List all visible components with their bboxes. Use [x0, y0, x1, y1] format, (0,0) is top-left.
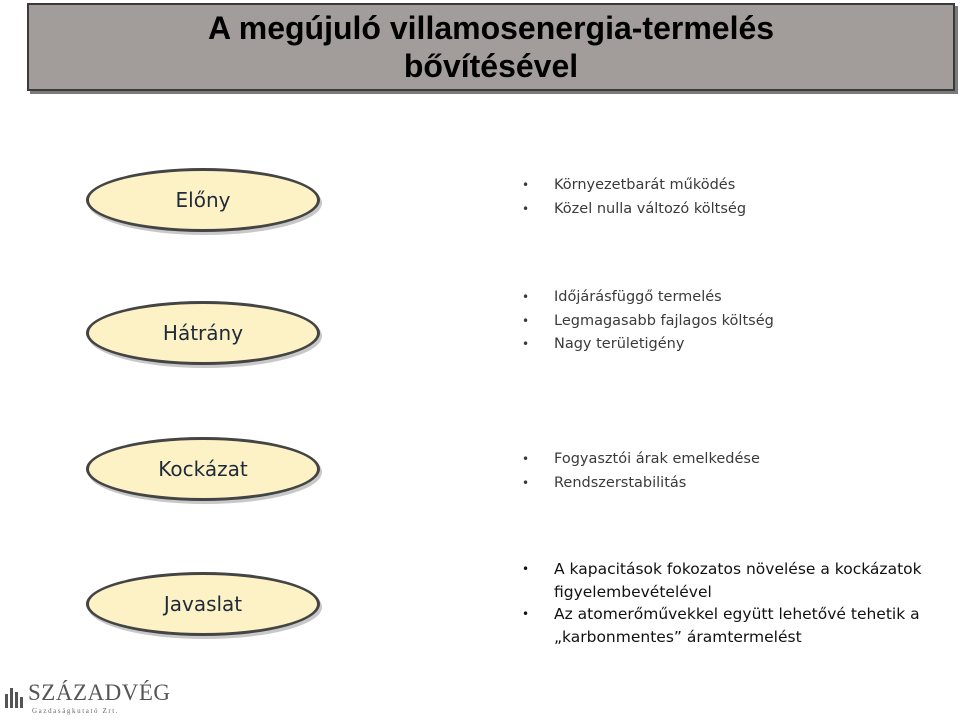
bullet-icon: •: [522, 201, 530, 216]
category-ellipse-javaslat: [86, 572, 320, 636]
bullet-list-javaslat: [520, 558, 940, 648]
category-label: Hátrány: [162, 321, 244, 345]
list-item: • Fogyasztói árak emelkedése: [520, 448, 760, 472]
bullet-icon: •: [522, 337, 530, 351]
list-item: • Környezetbarát működés: [520, 174, 746, 198]
list-item: • Nagy területigény: [520, 333, 774, 357]
bullet-icon: •: [522, 452, 530, 466]
list-item: • Az atomerőművekkel együtt lehetővé tehetik a „karbonmentes” áramtermelést: [522, 605, 920, 646]
bullet-list-hatrany: [520, 286, 774, 357]
logo-subtitle: Gazdaságkutató Zrt.: [32, 707, 120, 715]
bullet-list-elony: [520, 174, 746, 221]
bullet-list-kockazat: [520, 448, 760, 495]
category-ellipse-hatrany: [86, 301, 320, 365]
category-ellipse-kockazat: [86, 437, 320, 501]
category-ellipse-elony: [86, 168, 320, 232]
logo-name: SZÁZADVÉG: [28, 680, 171, 705]
bullet-icon: •: [522, 178, 530, 192]
list-item: • Legmagasabb fajlagos költség: [520, 310, 774, 334]
category-label: Javaslat: [163, 592, 243, 616]
bullet-icon: •: [522, 290, 530, 304]
title-banner: [27, 3, 955, 91]
bar-chart-logo-icon: [4, 684, 26, 708]
bullet-icon: •: [522, 475, 530, 490]
title-line-2: bővítésével: [403, 48, 579, 84]
list-item: • Közel nulla változó költség: [520, 198, 746, 222]
category-label: Kockázat: [158, 457, 248, 481]
title-line-1: A megújuló villamosenergia-termelés: [207, 10, 775, 46]
list-item: • Rendszerstabilitás: [520, 472, 760, 496]
list-item: • Időjárásfüggő termelés: [520, 286, 774, 310]
bullet-icon: •: [522, 607, 530, 621]
bullet-icon: •: [522, 562, 530, 576]
bullet-icon: •: [522, 313, 530, 328]
list-item: • A kapacitások fokozatos növelése a kockázatok figyelembevételével: [522, 560, 922, 601]
company-logo: [4, 680, 174, 718]
category-label: Előny: [175, 188, 231, 212]
